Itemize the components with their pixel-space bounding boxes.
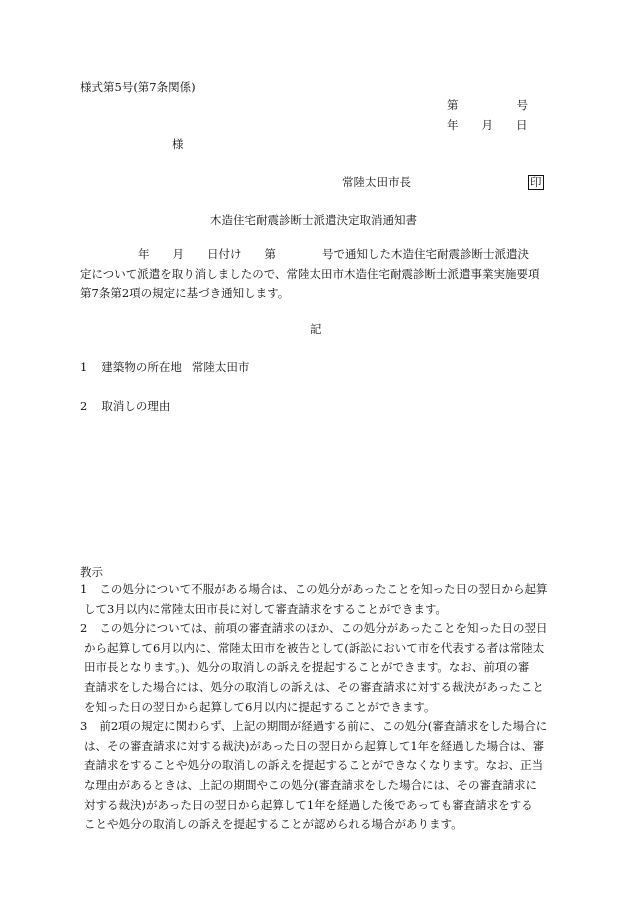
date-line	[447, 119, 528, 133]
note-3-line-3: 査請求をすることや処分の取消しの訴えを提起することができなくなります。なお、正当	[84, 758, 544, 773]
body-line-3: 第7条第2項の規定に基づき通知します。	[80, 286, 290, 300]
recipient-suffix: 様	[172, 137, 184, 151]
item-reason-label: 取消しの理由	[101, 399, 171, 413]
seal-text: 印	[530, 175, 542, 189]
date-month: 月	[481, 118, 493, 132]
issuer: 常陸太田市長	[342, 175, 411, 189]
body-line-1: 年 月 日付け 第 号で通知した木造住宅耐震診断士派遣決	[138, 247, 529, 261]
note-2-line-1: 2 この処分については、前項の審査請求のほか、この処分があったことを知った日の翌日	[80, 621, 548, 636]
item-location-value: 常陸太田市	[191, 360, 250, 374]
note-3-line-5: 対する裁決)があった日の翌日から起算して1年を経過した後であっても審査請求をする	[84, 797, 533, 812]
notes-list	[80, 580, 558, 835]
note-3-line-4: な理由があるときは、上記の期間やこの処分(審査請求をした場合には、その審査請求に	[84, 777, 537, 792]
date-day: 日	[516, 118, 528, 132]
note-2-line-4: 査請求をした場合には、処分の取消しの訴えは、その審査請求に対する裁決があったこと	[84, 679, 544, 694]
form-header: 様式第5号(第7条関係)	[80, 80, 196, 94]
body-line-2: 定について派遣を取り消しましたので、常陸太田市木造住宅耐震診断士派遣事業実施要項	[80, 266, 540, 281]
number-suffix: 号	[516, 98, 528, 112]
note-2-line-2: から起算して6月以内に、常陸太田市を被告として(訴訟において市を代表する者は常陸太	[84, 640, 545, 655]
note-3-line-6: ことや処分の取消しの訴えを提起することが認められる場合があります。	[84, 817, 463, 832]
body-paragraph	[80, 245, 550, 304]
notes-heading: 教示	[80, 565, 103, 579]
item-reason: 2 取消しの理由	[80, 399, 171, 413]
note-1-line-2: して3月以内に常陸太田市長に対して審査請求をすることができます。	[84, 601, 447, 616]
number-line	[447, 99, 528, 113]
note-2-line-3: 田市長となります。)、処分の取消しの訴えを提起することができます。なお、前項の審	[84, 660, 530, 675]
note-1-line-1: 1 この処分について不服がある場合は、この処分があったことを知った日の翌日から起算	[80, 582, 548, 596]
number-prefix: 第	[447, 98, 459, 112]
note-2-line-5: を知った日の翌日から起算して6月以内に提起することができます。	[84, 699, 436, 714]
seal-mark	[528, 175, 544, 190]
date-year: 年	[447, 118, 459, 132]
note-3-line-2: は、その審査請求に対する裁決)があった日の翌日から起算して1年を経過した場合は、審	[84, 738, 545, 753]
item-location-label: 建築物の所在地	[101, 360, 182, 374]
document-title: 木造住宅耐震診断士派遣決定取消通知書	[210, 213, 417, 227]
item-location: 1 建築物の所在地 常陸太田市	[80, 360, 250, 374]
ki-heading: 記	[310, 322, 322, 336]
note-3-line-1: 3 前2項の規定に関わらず、上記の期間が経過する前に、この処分(審査請求をした場合に	[80, 719, 548, 734]
